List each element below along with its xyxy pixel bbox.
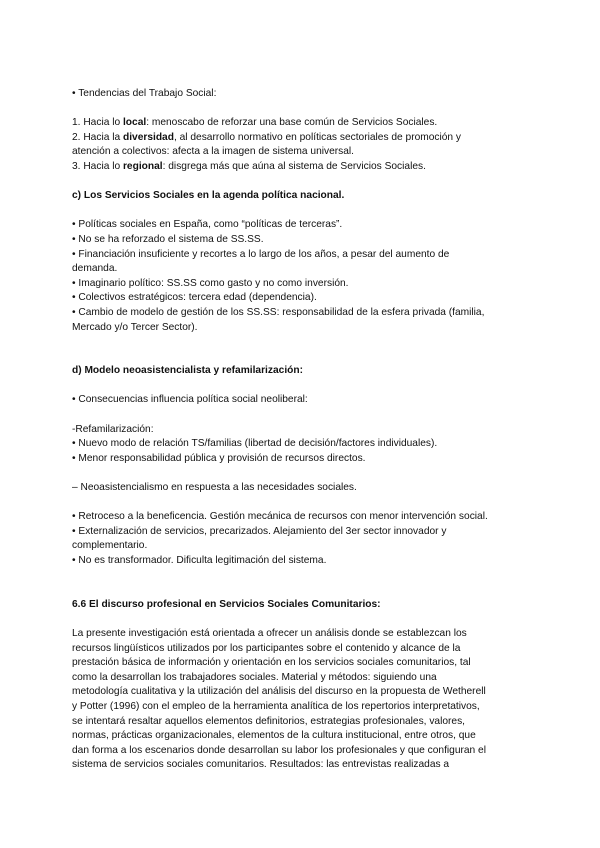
paragraph-line: sistema de servicios sociales comunitarios. Resultados: las entrevistas realizadas a <box>72 759 450 771</box>
spacer <box>72 335 532 350</box>
spacer <box>72 496 532 511</box>
trend-suffix: : menoscabo de reforzar una base común de Servicios Sociales. <box>146 117 438 129</box>
spacer <box>72 379 532 394</box>
section-c-line: • Colectivos estratégicos: tercera edad (dependencia). <box>72 292 317 304</box>
section-d-heading: d) Modelo neoasistencialista y refamilarización: <box>72 365 303 377</box>
trend-prefix: 3. Hacia lo <box>72 160 123 172</box>
neo-item: • No es transformador. Dificulta legitimación del sistema. <box>72 555 327 566</box>
spacer <box>72 102 532 117</box>
trend-item-continuation: atención a colectivos: afecta a la imagen de sistema universal. <box>72 146 355 158</box>
trend-keyword: local <box>122 117 147 129</box>
trend-item-regional <box>72 160 532 175</box>
section-c-line: Mercado y/o Tercer Sector). <box>72 321 198 333</box>
paragraph-line: dan forma a los escenarios donde desarrollan su labor los profesionales y que configuran el <box>72 744 486 756</box>
trends-intro: • Tendencias del Trabajo Social: <box>72 88 217 99</box>
neo-item: • Retroceso a la beneficencia. Gestión mecánica de recursos con menor intervención social. <box>72 511 488 523</box>
paragraph-line: se intentará resaltar aquellos elementos definitorios, estrategias profesionales, valores, <box>72 715 465 727</box>
page-content <box>72 87 532 773</box>
spacer <box>72 175 532 190</box>
trend-item-local <box>72 116 532 131</box>
spacer <box>72 204 532 219</box>
trend-suffix: , al desarrollo normativo en políticas sectoriales de promoción y <box>173 131 462 143</box>
section-c-line: • Financiación insuficiente y recortes a lo largo de los años, a pesar del aumento de <box>72 248 450 260</box>
neo-item: complementario. <box>72 540 148 552</box>
paragraph-line: prestación básica de información y orientación en los servicios sociales comunitarios, tal <box>72 657 471 669</box>
refam-line: -Refamilarización: <box>72 423 154 435</box>
spacer <box>72 612 532 627</box>
spacer <box>72 569 532 584</box>
trend-suffix: : disgrega más que aúna al sistema de Servicios Sociales. <box>162 160 426 172</box>
trend-keyword: diversidad <box>122 131 174 143</box>
trend-keyword: regional <box>122 160 163 172</box>
neo-item: • Externalización de servicios, precarizados. Alejamiento del 3er sector innovador y <box>72 525 447 537</box>
section-c-line: • No se ha reforzado el sistema de SS.SS. <box>72 233 264 245</box>
refam-line: • Nuevo modo de relación TS/familias (libertad de decisión/factores individuales). <box>72 438 438 450</box>
trend-item-diversidad <box>72 131 532 146</box>
section-c-heading: c) Los Servicios Sociales en la agenda política nacional. <box>72 190 345 202</box>
spacer <box>72 350 532 365</box>
refam-line: • Menor responsabilidad pública y provisión de recursos directos. <box>72 452 366 464</box>
section-66-heading: 6.6 El discurso profesional en Servicios Sociales Comunitarios: <box>72 598 381 610</box>
section-c-line: • Imaginario político: SS.SS como gasto y no como inversión. <box>72 277 349 289</box>
paragraph-line: La presente investigación está orientada a ofrecer un análisis donde se establezcan los <box>72 627 467 639</box>
spacer <box>72 583 532 598</box>
trend-prefix: 2. Hacia la <box>72 131 123 143</box>
section-c-line: • Cambio de modelo de gestión de los SS.SS: responsabilidad de la esfera privada (familia, <box>72 306 485 318</box>
spacer <box>72 408 532 423</box>
paragraph-line: normas, prácticas organizacionales, elementos de la cultura institucional, entre otros, que <box>72 730 476 742</box>
trend-prefix: 1. Hacia lo <box>72 117 123 129</box>
section-c-line: • Políticas sociales en España, como “políticas de terceras”. <box>72 219 343 231</box>
paragraph-line: metodología cualitativa y la utilización del análisis del discurso en la propuesta de Wetherell <box>72 686 486 698</box>
section-d-line: • Consecuencias influencia política social neoliberal: <box>72 394 308 406</box>
paragraph-line: como la desarrollan los trabajadores sociales. Material y métodos: siguiendo una <box>72 671 437 683</box>
neo-line: – Neoasistencialismo en respuesta a las necesidades sociales. <box>72 482 357 494</box>
paragraph-line: recursos lingüísticos utilizados por los participantes sobre el contenido y alcance de la <box>72 642 461 654</box>
spacer <box>72 466 532 481</box>
section-c-line: demanda. <box>72 263 118 275</box>
paragraph-line: y Potter (1996) con el empleo de la herramienta analítica de los repertorios interpretativos, <box>72 700 480 712</box>
